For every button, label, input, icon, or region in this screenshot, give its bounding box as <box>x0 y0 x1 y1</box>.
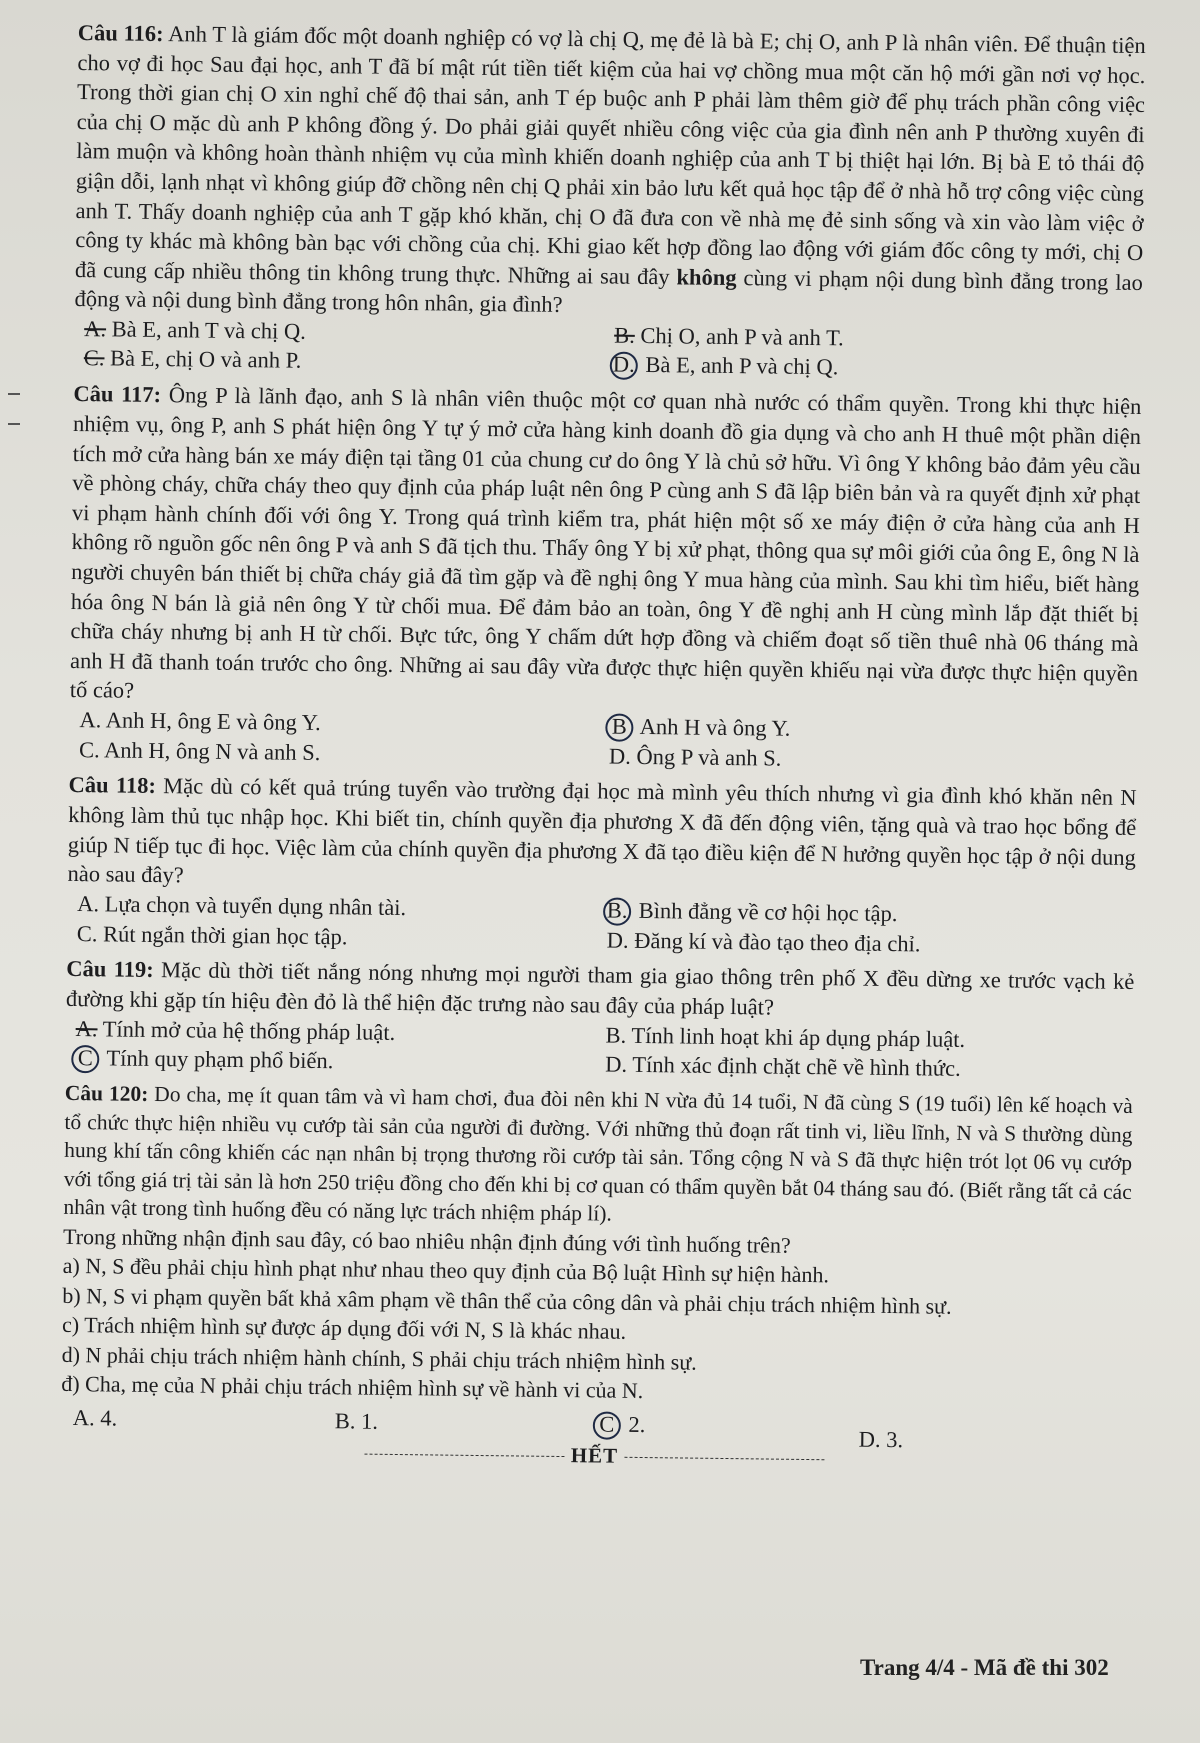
exam-content <box>60 18 1146 1480</box>
option-letter: B. <box>334 1407 356 1434</box>
question-stem <box>63 1079 1133 1235</box>
option-letter: D. <box>606 927 629 953</box>
statement-dd: đ) Cha, mẹ của N phải chịu trách nhiệm hình sự về hành vi của N. <box>61 1370 644 1404</box>
option-d[interactable] <box>609 742 1139 778</box>
option-letter: A. <box>72 1404 95 1430</box>
option-letter: C. <box>83 345 105 371</box>
question-number: Câu 118: <box>68 772 157 799</box>
option-c[interactable] <box>597 1409 859 1442</box>
option-text: Rút ngắn thời gian học tập. <box>97 921 348 950</box>
end-rule-right <box>624 1457 824 1460</box>
option-d[interactable] <box>607 925 1137 961</box>
hole-punch-mark <box>8 393 20 395</box>
question-text: Mặc dù thời tiết nắng nóng nhưng mọi người tham gia giao thông trên phố X đều dừng xe trước vạch kẻ đường khi gặp tín hiệu đèn đỏ là thể hiện đặc trưng nào sau đây của pháp luật? <box>65 957 1135 1020</box>
option-letter: C <box>71 1045 99 1073</box>
question-stem <box>67 770 1136 901</box>
answer-options <box>84 314 1143 386</box>
option-c[interactable] <box>84 344 614 380</box>
end-rule-left <box>365 1454 565 1457</box>
option-c[interactable] <box>75 1043 605 1079</box>
option-letter: B. <box>605 1022 627 1048</box>
question-keyword: không <box>676 264 737 290</box>
option-letter: A. <box>79 707 102 733</box>
answer-options <box>79 705 1138 777</box>
option-text: Anh H, ông N và anh S. <box>99 737 321 765</box>
question-prompt: Trong những nhận định sau đây, có bao nhiêu nhận định đúng với tình huống trên? <box>62 1223 791 1258</box>
question-text-end: cùng vi phạm nội dung bình đẳng trong lao động và nội dung bình đẳng trong hôn nhân, gia đình? <box>74 264 1144 318</box>
question-116 <box>74 18 1146 386</box>
question-119 <box>65 954 1134 1086</box>
option-text: Tính xác định chặt chẽ về hình thức. <box>626 1051 961 1081</box>
option-letter: D. <box>858 1426 881 1452</box>
option-a[interactable] <box>73 1403 335 1436</box>
page-footer: Trang 4/4 - Mã đề thi 302 <box>860 1655 1109 1680</box>
option-text: Tính linh hoạt khi áp dụng pháp luật. <box>626 1022 966 1052</box>
option-d[interactable] <box>859 1424 1121 1457</box>
question-120 <box>60 1079 1133 1475</box>
option-letter: A. <box>75 1015 98 1041</box>
option-text: Anh H và ông Y. <box>635 713 791 741</box>
option-text: Lựa chọn và tuyển dụng nhân tài. <box>98 891 407 920</box>
option-text: 3. <box>880 1426 904 1452</box>
option-text: Anh H, ông E và ông Y. <box>101 707 321 735</box>
question-text: Mặc dù có kết quả trúng tuyển vào trường đại học mà mình yêu thích nhưng vì gia đình khó khăn nên N không làm thủ tục nhập học. Khi biết tin, chính quyền địa phương X đã đến động viên, tặng quà và trao học bổng để giúp N tiếp tục đi học. Việc làm của chính quyền địa phương X đã tạo điều kiện để N hưởng quyền học tập ở nội dung nào sau đây? <box>67 773 1137 888</box>
option-letter: A. <box>84 316 107 342</box>
option-text: Bà E, anh T và chị Q. <box>105 316 306 344</box>
option-letter: B <box>605 713 633 741</box>
option-text: Bình đẳng về cơ hội học tập. <box>632 897 898 926</box>
question-text: Anh T là giám đốc một doanh nghiệp có vợ là chị Q, mẹ đẻ là bà E; chị O, anh P là nhân viên. Để thuận tiện cho vợ đi học Sau đại học, anh T đã bí mật rút tiền tiết kiệm của hai vợ chồng mua một căn hộ mới gần nơi vợ học. Trong thời gian chị O xin nghỉ chế độ thai sản, anh T ép buộc anh P phải làm thêm giờ để phụ trách phần công việc của chị O mặc dù anh P không đồng ý. Do phải giải quyết nhiều công việc của gia đình nên anh P thường xuyên đi làm muộn và không hoàn thành nhiệm vụ của mình khiến doanh nghiệp của anh T bị thiệt hại lớn. Bị bà E tỏ thái độ giận dỗi, lạnh nhạt vì không giúp đỡ chồng nên chị Q phải xin bảo lưu kết quả học tập để ở nhà hỗ trợ công việc cùng anh T. Thấy doanh nghiệp của anh T gặp khó khăn, chị O đã đưa con về nhà mẹ đẻ sinh sống và xin vào làm việc ở công ty khác mà không bàn bạc với chồng của chị. Khi giao kết hợp đồng lao động với giám đốc công ty mới, chị O đã cung cấp nhiều thông tin không trung thực. Những ai sau đây <box>74 21 1146 290</box>
option-text: Bà E, chị O và anh P. <box>104 345 302 374</box>
option-c[interactable] <box>79 735 609 771</box>
option-text: Tính quy phạm phổ biến. <box>101 1045 334 1074</box>
question-118 <box>67 770 1137 961</box>
option-d[interactable] <box>605 1050 1135 1086</box>
option-d[interactable] <box>614 350 1144 386</box>
hole-punch-mark <box>8 423 20 425</box>
answer-options <box>75 1014 1134 1086</box>
option-letter: D. <box>605 1051 628 1077</box>
statement-b: b) N, S vi phạm quyền bất khả xâm phạm về thân thể của công dân và phải chịu trách nhiệm hình sự. <box>62 1282 952 1319</box>
option-text: Chị O, anh P và anh T. <box>634 322 844 351</box>
answer-options <box>77 889 1136 961</box>
statement-d: d) N phải chịu trách nhiệm hành chính, S phải chịu trách nhiệm hình sự. <box>61 1341 697 1375</box>
statement-a: a) N, S đều phải chịu hình phạt như nhau theo quy định của Bộ luật Hình sự hiện hành. <box>62 1252 830 1288</box>
option-letter: B. <box>603 897 631 925</box>
statement-c: c) Trách nhiệm hình sự được áp dụng đối với N, S là khác nhau. <box>61 1311 627 1344</box>
end-label: HẾT <box>570 1442 619 1468</box>
option-text: 4. <box>94 1404 118 1431</box>
option-letter: A. <box>77 890 100 917</box>
question-stem <box>74 18 1146 327</box>
option-text: Tính mở của hệ thống pháp luật. <box>97 1015 396 1045</box>
option-c[interactable] <box>77 919 607 955</box>
option-text: 1. <box>355 1408 379 1434</box>
option-letter: C. <box>76 920 98 947</box>
option-letter: C <box>593 1411 621 1439</box>
question-number: Câu 120: <box>64 1080 149 1106</box>
option-b[interactable] <box>335 1406 597 1439</box>
option-text: Bà E, anh P và chị Q. <box>639 352 839 380</box>
question-number: Câu 116: <box>77 19 164 47</box>
question-number: Câu 119: <box>66 956 154 983</box>
question-stem <box>70 379 1142 718</box>
option-text: 2. <box>622 1411 646 1437</box>
question-text: Ông P là lãnh đạo, anh S là nhân viên thuộc một cơ quan nhà nước có thẩm quyền. Trong khi thực hiện nhiệm vụ, ông P, anh S phát hiện ông Y tự ý mở cửa hàng kinh doanh đồ gia dụng và cho anh H thuê một phần diện tích mở cửa hàng bán xe máy điện tại tầng 01 của chung cư do ông Y là chủ sở hữu. Vì ông Y không bảo đảm yêu cầu về phòng cháy, chữa cháy theo quy định của pháp luật nên ông P cùng anh S đã lập biên bản và ra quyết định xử phạt vi phạm hành chính đối với ông Y. Trong quá trình kiểm tra, phát hiện một số xe máy điện ở cửa hàng của anh H không rõ nguồn gốc nên ông P và anh S đã tịch thu. Thấy ông Y bị xử phạt, thông qua sự môi giới của ông E, ông N là người chuyên bán thiết bị chữa cháy giả đã tìm gặp và đề nghị ông Y mua hàng của mình. Sau khi tìm hiểu, biết hàng hóa ông N bán là giả nên ông Y từ chối mua. Để đảm bảo an toàn, ông Y đề nghị anh H cùng mình lắp đặt thiết bị chữa cháy nhưng bị anh H từ chối. Bực tức, ông Y chấm dứt hợp đồng và chiếm đoạt số tiền thuê nhà 06 tháng mà anh H đã thanh toán trước cho ông. Những ai sau đây vừa được thực hiện quyền khiếu nại vừa được thực hiện quyền tố cáo? <box>69 382 1142 704</box>
question-text: Do cha, mẹ ít quan tâm và vì ham chơi, đua đòi nên khi N vừa đủ 14 tuổi, N đã cùng S (19 tuổi) lên kế hoạch và tổ chức thực hiện nhiều vụ cướp tài sản của người đi đường. Với những thủ đoạn rất tinh vi, liều lĩnh, N và S thường dùng hung khí tấn công khiến các nạn nhân bị trọng thương rồi cướp tài sản. Tổng cộng N và S đã thực hiện trót lọt 06 vụ cướp với tổng giá trị tài sản là hơn 250 triệu đồng cho đến khi bị cơ quan có thẩm quyền bắt 04 tháng sau đó. (Biết rằng tất cả các nhân vật trong tình huống đều có năng lực trách nhiệm pháp lí). <box>63 1081 1133 1226</box>
question-117 <box>69 379 1142 777</box>
option-text: Đăng kí và đào tạo theo địa chỉ. <box>628 927 921 957</box>
option-text: Ông P và anh S. <box>630 743 782 771</box>
question-number: Câu 117: <box>73 381 162 408</box>
option-letter: B. <box>614 322 635 348</box>
option-letter: D. <box>608 743 632 769</box>
option-letter: C. <box>78 737 100 763</box>
option-letter: D. <box>610 352 638 380</box>
